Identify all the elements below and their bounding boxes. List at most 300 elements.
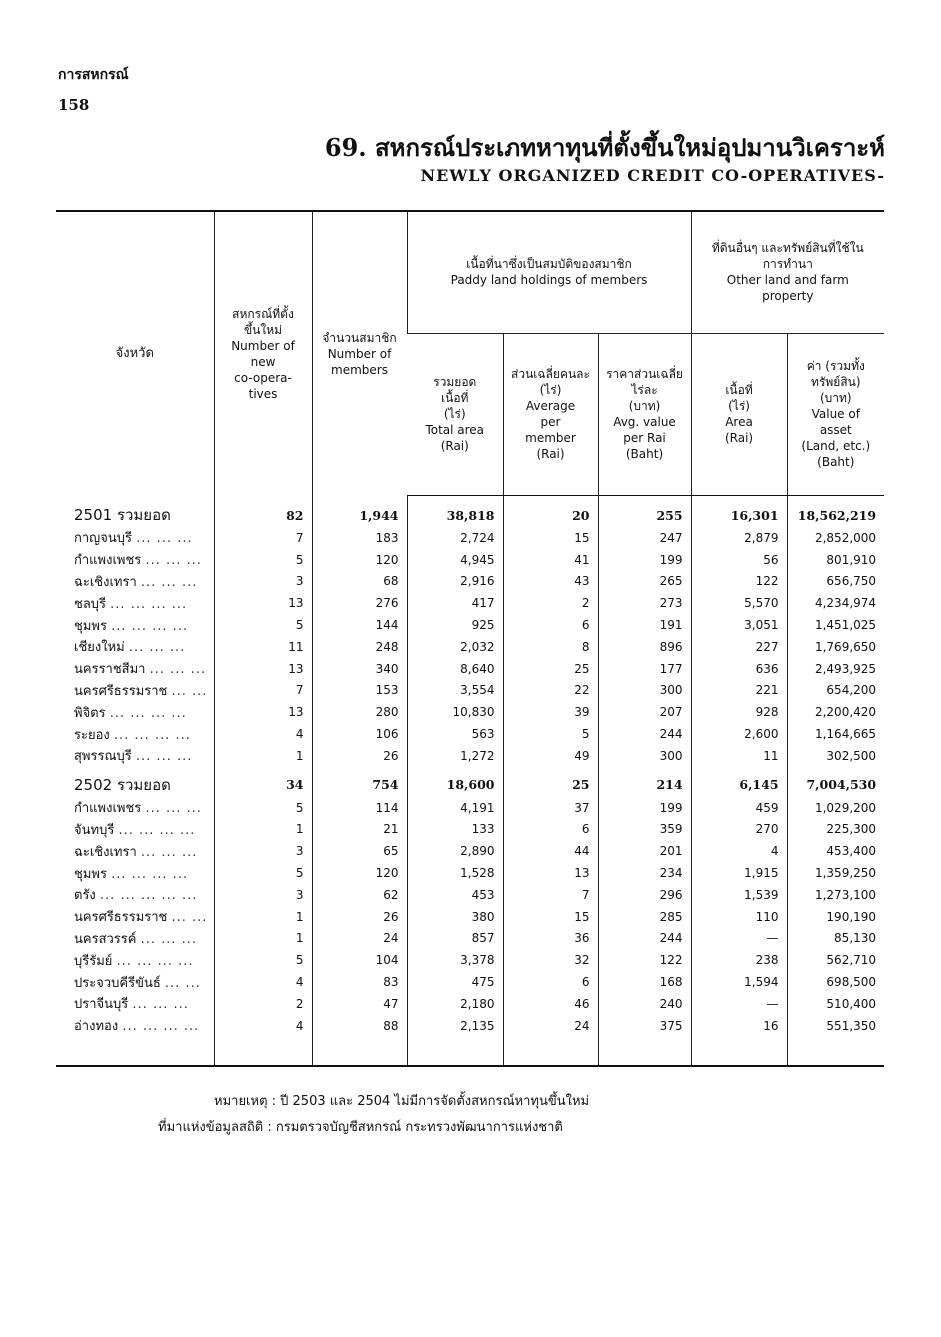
cell-members: 21 [312,819,407,841]
leader-dots: ... ... ... [145,801,202,817]
cell-other-area: 928 [691,701,787,723]
province-cell [56,592,214,614]
cell-asset-value: 225,300 [787,819,884,841]
province-name: นครศรีธรรมราช [74,683,168,699]
statistics-table [56,210,884,1067]
cell-total-area: 2,135 [407,1015,503,1066]
header-line: asset [819,423,852,437]
cell-avg-per-member: 6 [503,971,598,993]
leader-dots: ... ... [171,910,208,926]
cell-avg-value: 375 [598,1015,691,1066]
header-line: เนื้อที่ [441,391,469,405]
cell-total-area: 1,272 [407,745,503,767]
header-line: new [250,354,276,369]
cell-new-coops: 5 [214,797,312,819]
leader-dots: ... ... ... [135,749,193,765]
cell-avg-value: 234 [598,862,691,884]
province-name: ตรัง [74,888,96,904]
cell-avg-per-member: 7 [503,884,598,906]
header-line: จำนวนสมาชิก [322,330,397,345]
table-row [56,701,884,723]
cell-total-area: 4,191 [407,797,503,819]
section-label: การสหกรณ์ [58,67,129,83]
province-name: สุพรรณบุรี [74,749,132,765]
cell-total-area: 18,600 [407,767,503,797]
header-line: ที่ดินอื่นๆ และทรัพย์สินที่ใช้ใน [711,241,864,256]
table-total-row [56,495,884,527]
province-cell [56,767,214,797]
cell-avg-per-member: 36 [503,928,598,950]
header-line: (ไร่) [443,407,466,421]
cell-avg-per-member: 6 [503,614,598,636]
province-name: กาญจนบุรี [74,531,132,547]
cell-avg-value: 168 [598,971,691,993]
cell-new-coops: 4 [214,723,312,745]
cell-avg-value: 201 [598,840,691,862]
cell-members: 1,944 [312,495,407,527]
cell-new-coops: 5 [214,949,312,971]
cell-total-area: 417 [407,592,503,614]
province-name: นครราชสีมา [74,662,146,678]
table-row [56,636,884,658]
cell-avg-per-member: 41 [503,549,598,571]
cell-avg-value: 214 [598,767,691,797]
cell-other-area: 16,301 [691,495,787,527]
leader-dots: ... ... ... [140,844,198,860]
header-line: ขึ้นใหม่ [243,322,283,337]
cell-new-coops: 5 [214,549,312,571]
cell-asset-value: 2,493,925 [787,658,884,680]
cell-avg-value: 359 [598,819,691,841]
cell-new-coops: 7 [214,527,312,549]
cell-new-coops: 11 [214,636,312,658]
cell-total-area: 2,916 [407,571,503,593]
cell-avg-value: 177 [598,658,691,680]
table-row [56,549,884,571]
cell-asset-value: 1,164,665 [787,723,884,745]
province-name: กำแพงเพชร [74,801,142,817]
province-cell [56,614,214,636]
leader-dots: ... ... ... [145,553,202,569]
province-cell [56,971,214,993]
cell-avg-per-member: 20 [503,495,598,527]
cell-asset-value: 4,234,974 [787,592,884,614]
cell-avg-per-member: 5 [503,723,598,745]
cell-avg-value: 122 [598,949,691,971]
table-row [56,614,884,636]
col-header-avg-per-member [503,333,598,495]
cell-avg-per-member: 2 [503,592,598,614]
cell-new-coops: 3 [214,571,312,593]
cell-asset-value: 1,769,650 [787,636,884,658]
header-line: (บาท) [628,399,661,413]
table-row [56,797,884,819]
cell-asset-value: 654,200 [787,680,884,702]
cell-other-area: 16 [691,1015,787,1066]
col-header-new-coops [214,211,312,495]
cell-members: 106 [312,723,407,745]
cell-asset-value: 190,190 [787,906,884,928]
header-line: เนื้อที่นาซึ่งเป็นสมบัติของสมาชิก [466,257,632,272]
cell-avg-per-member: 25 [503,658,598,680]
table-row [56,658,884,680]
cell-new-coops: 4 [214,971,312,993]
province-name: ฉะเชิงเทรา [74,574,137,590]
cell-avg-per-member: 8 [503,636,598,658]
cell-other-area: 11 [691,745,787,767]
province-cell [56,527,214,549]
cell-avg-value: 244 [598,723,691,745]
leader-dots: ... ... ... ... [116,953,194,969]
cell-total-area: 38,818 [407,495,503,527]
cell-other-area: 2,600 [691,723,787,745]
cell-asset-value: 1,029,200 [787,797,884,819]
cell-new-coops: 2 [214,993,312,1015]
cell-total-area: 475 [407,971,503,993]
cell-avg-per-member: 44 [503,840,598,862]
leader-dots: ... ... [171,683,208,699]
cell-avg-value: 207 [598,701,691,723]
cell-members: 183 [312,527,407,549]
cell-members: 280 [312,701,407,723]
cell-asset-value: 801,910 [787,549,884,571]
header-line: (บาท) [819,391,852,405]
cell-other-area: 459 [691,797,787,819]
cell-other-area: 5,570 [691,592,787,614]
col-group-other-land [691,211,884,333]
cell-asset-value: 2,852,000 [787,527,884,549]
cell-avg-value: 199 [598,797,691,819]
cell-other-area: 227 [691,636,787,658]
header-line: (Baht) [817,455,855,469]
cell-asset-value: 656,750 [787,571,884,593]
cell-avg-per-member: 43 [503,571,598,593]
cell-avg-value: 285 [598,906,691,928]
table-row [56,993,884,1015]
header-line: (Baht) [625,447,664,461]
cell-avg-value: 300 [598,680,691,702]
province-cell [56,745,214,767]
table-row [56,723,884,745]
col-header-province: จังหวัด [56,211,214,495]
cell-members: 120 [312,549,407,571]
province-cell [56,928,214,950]
cell-new-coops: 13 [214,701,312,723]
cell-avg-per-member: 25 [503,767,598,797]
source-note: ที่มาแห่งข้อมูลสถิติ : กรมตรวจบัญชีสหกรณ์ กระทรวงพัฒนาการแห่งชาติ [158,1120,563,1135]
cell-avg-per-member: 46 [503,993,598,1015]
province-name: กำแพงเพชร [74,553,142,569]
cell-new-coops: 3 [214,840,312,862]
leader-dots: ... ... ... [149,662,207,678]
cell-members: 68 [312,571,407,593]
leader-dots: ... ... ... ... ... [99,888,198,904]
province-name: ปราจีนบุรี [74,997,129,1013]
page-number: 158 [58,96,90,114]
cell-other-area: 4 [691,840,787,862]
table-row [56,680,884,702]
cell-avg-value: 244 [598,928,691,950]
cell-avg-value: 273 [598,592,691,614]
cell-members: 144 [312,614,407,636]
cell-members: 24 [312,928,407,950]
cell-other-area: 238 [691,949,787,971]
table-row [56,819,884,841]
header-line: ราคาส่วนเฉลี่ย [606,367,683,381]
province-name: นครศรีธรรมราช [74,910,168,926]
cell-asset-value: 698,500 [787,971,884,993]
cell-avg-value: 896 [598,636,691,658]
header-line: เนื้อที่ [725,383,753,397]
province-cell [56,723,214,745]
header-line: member [525,431,576,445]
cell-total-area: 2,890 [407,840,503,862]
cell-total-area: 2,180 [407,993,503,1015]
leader-dots: ... ... ... ... [122,1019,200,1035]
cell-new-coops: 13 [214,592,312,614]
leader-dots: ... ... ... ... [111,618,189,634]
cell-members: 88 [312,1015,407,1066]
province-name: อ่างทอง [74,1019,119,1035]
cell-avg-per-member: 24 [503,1015,598,1066]
cell-avg-value: 247 [598,527,691,549]
header-line: Number of [231,338,295,353]
cell-total-area: 857 [407,928,503,950]
province-name: เชียงใหม่ [74,640,125,656]
cell-total-area: 380 [407,906,503,928]
cell-new-coops: 1 [214,819,312,841]
province-name: ชุมพร [74,866,107,882]
province-name: นครสวรรค์ [74,931,137,947]
cell-new-coops: 1 [214,928,312,950]
cell-other-area: 2,879 [691,527,787,549]
table-row [56,592,884,614]
cell-asset-value: 453,400 [787,840,884,862]
cell-members: 340 [312,658,407,680]
table-total-row [56,767,884,797]
header-line: (ไร่) [539,383,562,397]
province-name: บุรีรัมย์ [74,953,113,969]
cell-avg-value: 191 [598,614,691,636]
cell-total-area: 4,945 [407,549,503,571]
cell-members: 153 [312,680,407,702]
cell-other-area: 636 [691,658,787,680]
cell-other-area: 122 [691,571,787,593]
header-line: รวมยอด [433,375,477,389]
cell-asset-value: 85,130 [787,928,884,950]
cell-asset-value: 510,400 [787,993,884,1015]
cell-members: 120 [312,862,407,884]
cell-avg-per-member: 13 [503,862,598,884]
cell-asset-value: 7,004,530 [787,767,884,797]
cell-new-coops: 7 [214,680,312,702]
cell-total-area: 1,528 [407,862,503,884]
cell-other-area: 3,051 [691,614,787,636]
province-cell [56,571,214,593]
cell-avg-value: 199 [598,549,691,571]
province-cell [56,658,214,680]
header-line: property [762,289,814,304]
remark-note: หมายเหตุ : ปี 2503 และ 2504 ไม่มีการจัดตั้งสหกรณ์หาทุนขึ้นใหม่ [214,1094,590,1109]
cell-new-coops: 4 [214,1015,312,1066]
header-line: ค่า (รวมทั้ง [806,359,865,373]
cell-members: 47 [312,993,407,1015]
header-line: ไร่ละ [631,383,658,397]
cell-asset-value: 1,359,250 [787,862,884,884]
header-line: การทำนา [762,257,813,272]
col-header-members [312,211,407,495]
cell-members: 65 [312,840,407,862]
table-row [56,971,884,993]
header-line: (Rai) [536,447,565,461]
cell-total-area: 2,724 [407,527,503,549]
cell-new-coops: 5 [214,862,312,884]
cell-members: 62 [312,884,407,906]
cell-avg-per-member: 32 [503,949,598,971]
header-line: ทรัพย์สิน) [811,375,861,389]
col-group-paddy-land [407,211,691,333]
header-line: Area [725,415,753,429]
cell-avg-per-member: 37 [503,797,598,819]
cell-avg-per-member: 6 [503,819,598,841]
cell-asset-value: 302,500 [787,745,884,767]
leader-dots: ... ... ... [128,640,186,656]
province-name: ประจวบคีรีขันธ์ [74,975,161,991]
cell-members: 26 [312,745,407,767]
leader-dots: ... ... ... [140,931,198,947]
cell-total-area: 2,032 [407,636,503,658]
cell-other-area: 1,594 [691,971,787,993]
cell-members: 276 [312,592,407,614]
province-cell [56,797,214,819]
province-name: ระยอง [74,727,110,743]
cell-members: 26 [312,906,407,928]
province-cell [56,701,214,723]
header-line: (Rai) [440,439,469,453]
cell-asset-value: 1,451,025 [787,614,884,636]
table-row [56,884,884,906]
cell-new-coops: 1 [214,906,312,928]
cell-new-coops: 34 [214,767,312,797]
leader-dots: ... ... ... ... [109,705,187,721]
header-line: per [540,415,561,429]
table-title-english: NEWLY ORGANIZED CREDIT CO-OPERATIVES- [420,166,885,185]
cell-asset-value: 18,562,219 [787,495,884,527]
header-line: (Land, etc.) [801,439,871,453]
cell-new-coops: 13 [214,658,312,680]
table-row [56,527,884,549]
cell-avg-per-member: 15 [503,906,598,928]
province-name: จันทบุรี [74,822,115,838]
table-row [56,928,884,950]
leader-dots: ... ... ... ... [111,866,189,882]
header-line: (Rai) [724,431,754,445]
table-row [56,862,884,884]
cell-members: 754 [312,767,407,797]
col-header-total-area [407,333,503,495]
cell-other-area: 270 [691,819,787,841]
header-line: Avg. value [613,415,676,429]
province-cell [56,840,214,862]
province-cell [56,680,214,702]
header-line: Average [525,399,576,413]
province-cell [56,1015,214,1066]
table-row [56,745,884,767]
header-line: Value of [811,407,860,421]
province-name: 2501 รวมยอด [74,506,171,524]
province-cell [56,906,214,928]
leader-dots: ... ... ... [140,574,198,590]
leader-dots: ... ... ... ... [118,822,196,838]
header-line: members [331,362,388,377]
province-name: ฉะเชิงเทรา [74,844,137,860]
cell-new-coops: 3 [214,884,312,906]
cell-new-coops: 1 [214,745,312,767]
cell-asset-value: 562,710 [787,949,884,971]
province-cell [56,949,214,971]
cell-avg-value: 265 [598,571,691,593]
header-line: Paddy land holdings of members [450,273,648,288]
table-row [56,906,884,928]
cell-members: 104 [312,949,407,971]
province-cell [56,495,214,527]
cell-avg-per-member: 39 [503,701,598,723]
cell-avg-per-member: 22 [503,680,598,702]
province-cell [56,993,214,1015]
cell-other-area: — [691,993,787,1015]
cell-other-area: 1,539 [691,884,787,906]
cell-total-area: 3,554 [407,680,503,702]
leader-dots: ... ... ... ... [113,727,191,743]
cell-total-area: 563 [407,723,503,745]
cell-members: 83 [312,971,407,993]
table-title-thai: 69. สหกรณ์ประเภทหาทุนที่ตั้งขึ้นใหม่อุปมานวิเคราะห์ [324,133,885,162]
province-name: ชุมพร [74,618,107,634]
province-cell [56,819,214,841]
leader-dots: ... ... ... [136,531,193,547]
cell-avg-value: 300 [598,745,691,767]
province-cell [56,884,214,906]
cell-members: 248 [312,636,407,658]
col-header-avg-value [598,333,691,495]
cell-other-area: 6,145 [691,767,787,797]
col-header-area [691,333,787,495]
cell-total-area: 925 [407,614,503,636]
province-name: พิจิตร [74,705,106,721]
cell-other-area: — [691,928,787,950]
cell-other-area: 56 [691,549,787,571]
cell-total-area: 10,830 [407,701,503,723]
province-cell [56,636,214,658]
cell-avg-per-member: 15 [503,527,598,549]
cell-avg-value: 296 [598,884,691,906]
cell-other-area: 110 [691,906,787,928]
province-name: 2502 รวมยอด [74,775,171,794]
cell-new-coops: 82 [214,495,312,527]
header-line: Number of [327,346,392,361]
table-row [56,571,884,593]
header-line: per Rai [623,431,666,445]
header-line: ส่วนเฉลี่ยคนละ [511,367,590,381]
cell-new-coops: 5 [214,614,312,636]
cell-total-area: 133 [407,819,503,841]
cell-asset-value: 1,273,100 [787,884,884,906]
province-name: ชลบุรี [74,596,107,612]
cell-avg-value: 240 [598,993,691,1015]
cell-asset-value: 551,350 [787,1015,884,1066]
cell-asset-value: 2,200,420 [787,701,884,723]
header-line: (ไร่) [728,399,750,413]
